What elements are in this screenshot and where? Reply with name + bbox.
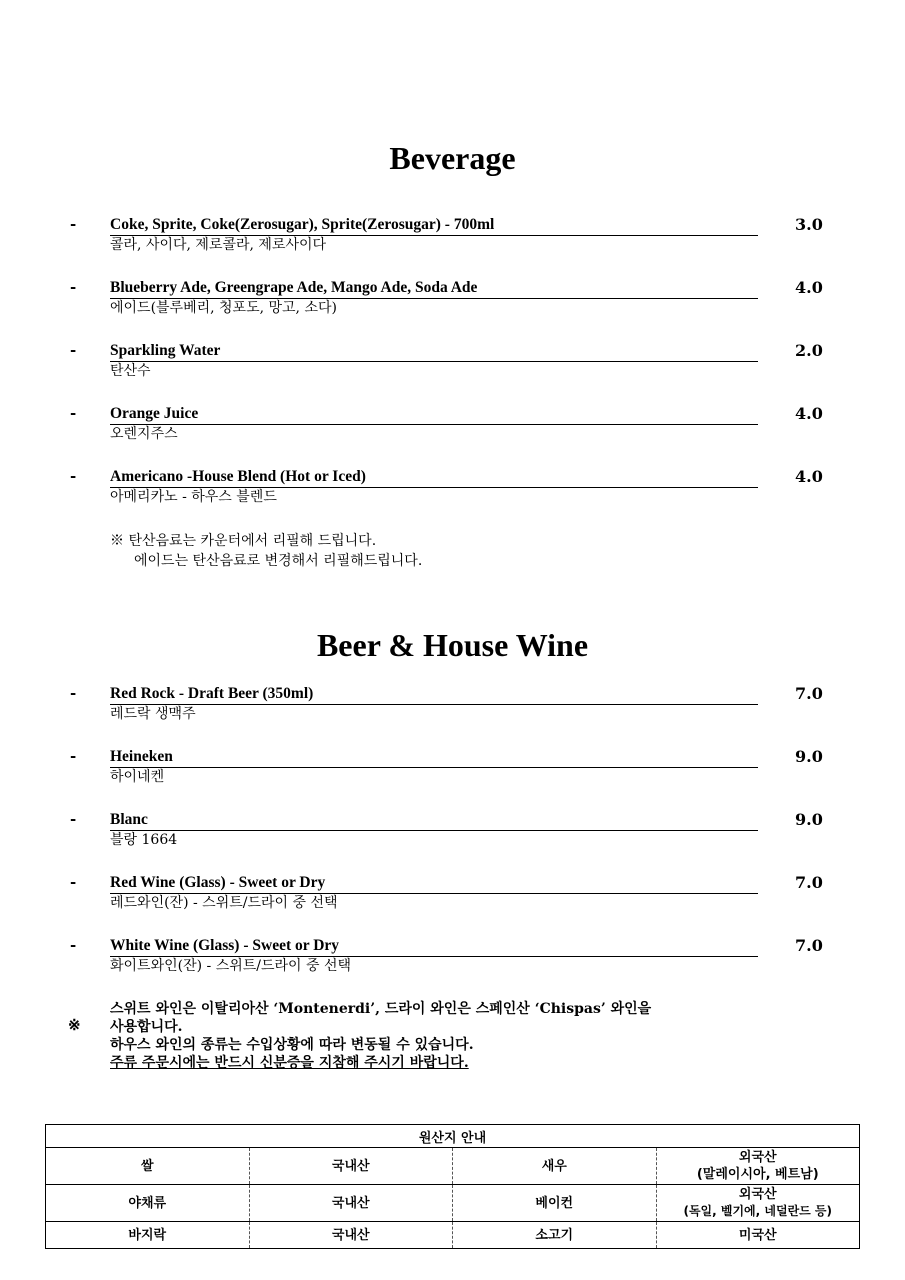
note-line: 에이드는 탄산음료로 변경해서 리필해드립니다. xyxy=(134,553,423,569)
table-row xyxy=(46,1185,860,1222)
origin-value: 국내산 xyxy=(249,1185,453,1222)
menu-item-orange-juice xyxy=(0,404,905,454)
item-dash: - xyxy=(70,404,77,422)
item-dash: - xyxy=(70,215,77,233)
item-price: 7.0 xyxy=(795,936,823,955)
menu-item-white-wine xyxy=(0,936,905,986)
origin-table xyxy=(45,1124,860,1249)
item-korean-name: 탄산수 xyxy=(110,363,151,379)
item-dash: - xyxy=(70,810,77,828)
origin-value: 외국산 xyxy=(738,1187,777,1202)
origin-value: 미국산 xyxy=(656,1222,860,1249)
menu-item-ades xyxy=(0,278,905,328)
note-mark: ※ xyxy=(68,1016,81,1034)
menu-item-blanc xyxy=(0,810,905,860)
origin-value: 국내산 xyxy=(249,1148,453,1185)
item-price: 4.0 xyxy=(795,467,823,486)
item-name: Blueberry Ade, Greengrape Ade, Mango Ade, Soda Ade xyxy=(110,278,758,299)
table-row xyxy=(46,1148,860,1185)
item-dash: - xyxy=(70,467,77,485)
id-required-note: 주류 주문시에는 반드시 신분증을 지참해 주시기 바랍니다. xyxy=(110,1055,469,1071)
item-dash: - xyxy=(70,747,77,765)
item-name: Blanc xyxy=(110,810,758,831)
item-dash: - xyxy=(70,873,77,891)
item-name: Red Wine (Glass) - Sweet or Dry xyxy=(110,873,758,894)
table-row xyxy=(46,1222,860,1249)
beverage-refill-note xyxy=(110,531,422,571)
origin-table-header: 원산지 안내 xyxy=(46,1125,860,1148)
item-korean-name: 에이드(블루베리, 청포도, 망고, 소다) xyxy=(110,300,337,316)
origin-item: 바지락 xyxy=(46,1222,250,1249)
item-korean-name: 오렌지주스 xyxy=(110,426,178,442)
item-price: 7.0 xyxy=(795,873,823,892)
origin-value: 외국산 xyxy=(738,1150,777,1165)
beer-wine-section-title: Beer & House Wine xyxy=(316,627,589,663)
origin-item: 야채류 xyxy=(46,1185,250,1222)
wine-note xyxy=(110,1000,651,1072)
item-name: Sparkling Water xyxy=(110,341,758,362)
beverage-section-title: Beverage xyxy=(389,140,516,176)
note-line: 사용합니다. xyxy=(110,1019,183,1035)
item-name: Heineken xyxy=(110,747,758,768)
item-price: 3.0 xyxy=(795,215,823,234)
item-price: 2.0 xyxy=(795,341,823,360)
item-korean-name: 레드와인(잔) - 스위트/드라이 중 선택 xyxy=(110,895,338,911)
item-price: 4.0 xyxy=(795,278,823,297)
item-korean-name: 레드락 생맥주 xyxy=(110,706,196,722)
origin-item: 쌀 xyxy=(46,1148,250,1185)
menu-item-soft-drinks xyxy=(0,215,905,265)
item-dash: - xyxy=(70,278,77,296)
menu-item-americano xyxy=(0,467,905,517)
item-name: White Wine (Glass) - Sweet or Dry xyxy=(110,936,758,957)
note-line: ※ 탄산음료는 카운터에서 리필해 드립니다. xyxy=(110,533,377,549)
item-name: Orange Juice xyxy=(110,404,758,425)
origin-country-list: (말레이시아, 베트남) xyxy=(696,1167,819,1182)
item-korean-name: 하이네켄 xyxy=(110,769,165,785)
item-price: 4.0 xyxy=(795,404,823,423)
item-korean-name: 콜라, 사이다, 제로콜라, 제로사이다 xyxy=(110,237,327,253)
item-name: Americano -House Blend (Hot or Iced) xyxy=(110,467,758,488)
origin-item: 소고기 xyxy=(453,1222,657,1249)
origin-item: 새우 xyxy=(453,1148,657,1185)
item-price: 9.0 xyxy=(795,810,823,829)
origin-value-cell xyxy=(656,1148,860,1185)
origin-value-cell xyxy=(656,1185,860,1222)
item-dash: - xyxy=(70,684,77,702)
item-price: 7.0 xyxy=(795,684,823,703)
menu-item-red-rock xyxy=(0,684,905,734)
origin-country-list: (독일, 벨기에, 네덜란드 등) xyxy=(683,1204,833,1218)
item-korean-name: 아메리카노 - 하우스 블렌드 xyxy=(110,489,277,505)
note-line: 스위트 와인은 이탈리아산 ‘Montenerdi’, 드라이 와인은 스페인산 ‘Chispas’ 와인을 xyxy=(110,1001,652,1017)
origin-value: 국내산 xyxy=(249,1222,453,1249)
item-name: Red Rock - Draft Beer (350ml) xyxy=(110,684,758,705)
item-dash: - xyxy=(70,936,77,954)
item-name: Coke, Sprite, Coke(Zerosugar), Sprite(Zerosugar) - 700ml xyxy=(110,215,758,236)
menu-item-red-wine xyxy=(0,873,905,923)
item-korean-name: 화이트와인(잔) - 스위트/드라이 중 선택 xyxy=(110,958,352,974)
origin-item: 베이컨 xyxy=(453,1185,657,1222)
note-line: 하우스 와인의 종류는 수입상황에 따라 변동될 수 있습니다. xyxy=(110,1037,474,1053)
menu-item-sparkling-water xyxy=(0,341,905,391)
item-price: 9.0 xyxy=(795,747,823,766)
menu-item-heineken xyxy=(0,747,905,797)
item-dash: - xyxy=(70,341,77,359)
item-korean-name: 블랑 1664 xyxy=(110,832,178,848)
